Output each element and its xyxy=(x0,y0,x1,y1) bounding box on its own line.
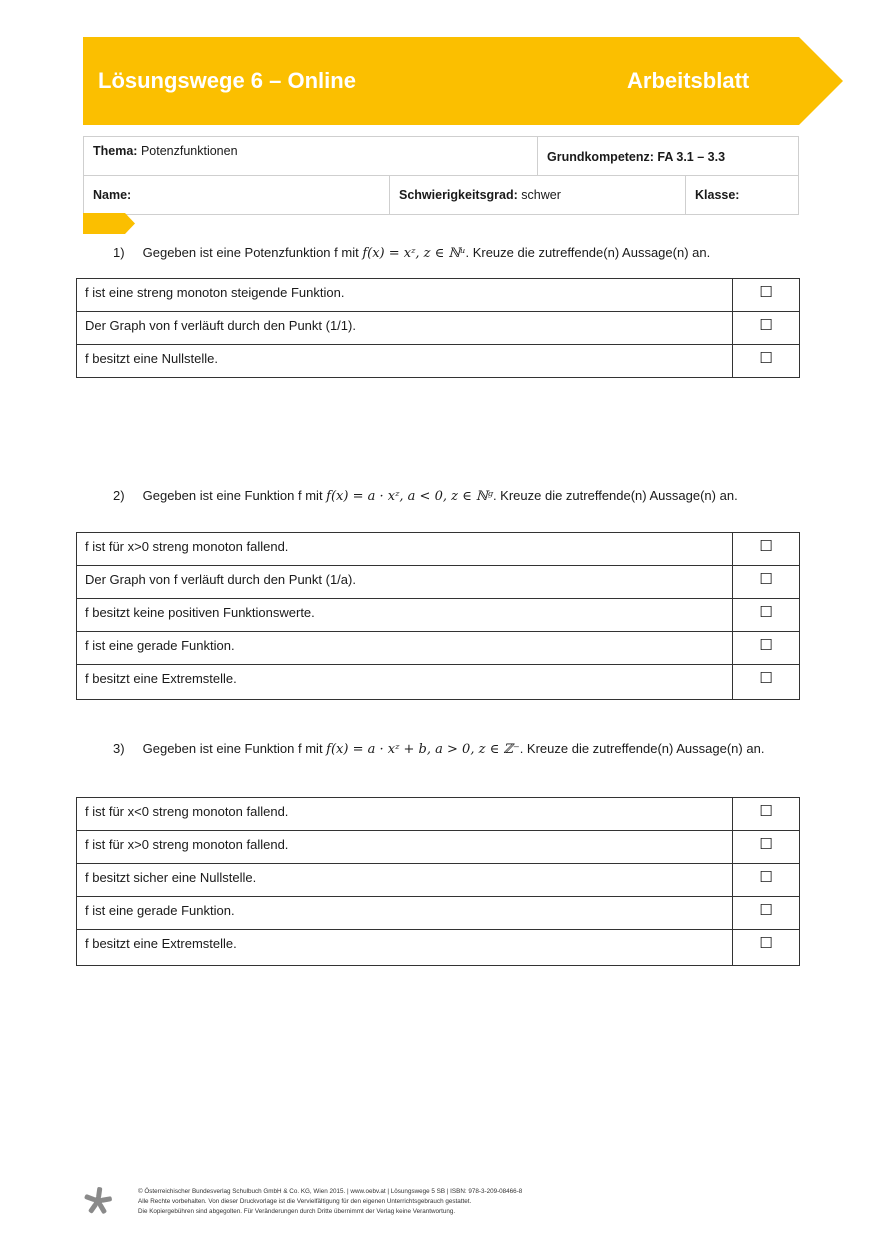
header-banner xyxy=(83,37,843,125)
answer-text: f besitzt eine Extremstelle. xyxy=(77,930,733,966)
answer-text: f ist eine gerade Funktion. xyxy=(77,632,733,665)
answer-checkbox[interactable]: ☐ xyxy=(733,665,800,700)
answer-table-1 xyxy=(76,278,800,378)
answer-table-3 xyxy=(76,797,800,966)
question-text: Gegeben ist eine Potenzfunktion f mit xyxy=(142,245,363,260)
name-label: Name: xyxy=(93,188,132,202)
answer-text: f ist für x>0 streng monoton fallend. xyxy=(77,533,733,566)
question-text: Gegeben ist eine Funktion f mit xyxy=(142,488,327,503)
footer-line: © Österreichischer Bundesverlag Schulbuch GmbH & Co. KG, Wien 2015. | www.oebv.at | Lösungswege 5 SB | ISBN: 978-3-209-08466-8 xyxy=(138,1188,523,1195)
answer-checkbox[interactable]: ☐ xyxy=(733,831,800,864)
answer-text: f besitzt keine positiven Funktionswerte. xyxy=(77,599,733,632)
question-2 xyxy=(113,488,738,504)
kompetenz-cell xyxy=(537,137,798,176)
answer-text: f ist eine gerade Funktion. xyxy=(77,897,733,930)
answer-row xyxy=(77,864,800,897)
schwierigkeit-cell xyxy=(390,176,686,215)
answer-text: f ist eine streng monoton steigende Funktion. xyxy=(77,279,733,312)
thema-cell xyxy=(84,137,538,176)
thema-label: Thema: xyxy=(93,144,138,158)
answer-text: f ist für x>0 streng monoton fallend. xyxy=(77,831,733,864)
section-tab-arrow xyxy=(83,213,135,234)
page-title: Lösungswege 6 – Online xyxy=(98,68,356,93)
answer-text: Der Graph von f verläuft durch den Punkt (1/1). xyxy=(77,312,733,345)
answer-checkbox[interactable]: ☐ xyxy=(733,897,800,930)
answer-checkbox[interactable]: ☐ xyxy=(733,930,800,966)
schwierigkeit-label: Schwierigkeitsgrad: xyxy=(399,188,518,202)
question-formula: f(x) = a · xᶻ + b, a > 0, z ∈ ℤ⁻ xyxy=(326,742,520,757)
answer-text: f besitzt sicher eine Nullstelle. xyxy=(77,864,733,897)
answer-checkbox[interactable]: ☐ xyxy=(733,798,800,831)
question-instruction: . Kreuze die zutreffende(n) Aussage(n) an. xyxy=(465,245,711,260)
question-text: Gegeben ist eine Funktion f mit xyxy=(142,741,327,756)
answer-row xyxy=(77,632,800,665)
thema-value: Potenzfunktionen xyxy=(140,144,238,158)
answer-checkbox[interactable]: ☐ xyxy=(733,864,800,897)
question-formula: f(x) = a · xᶻ, a < 0, z ∈ ℕᵍ xyxy=(326,489,493,504)
footer-copyright xyxy=(138,1187,522,1217)
answer-text: Der Graph von f verläuft durch den Punkt (1/a). xyxy=(77,566,733,599)
answer-row xyxy=(77,897,800,930)
schwierigkeit-value: schwer xyxy=(521,188,561,202)
question-number: 2) xyxy=(113,488,125,503)
klasse-cell xyxy=(686,176,799,215)
question-instruction: . Kreuze die zutreffende(n) Aussage(n) an. xyxy=(519,741,765,756)
answer-row xyxy=(77,533,800,566)
kompetenz-label: Grundkompetenz: FA 3.1 – 3.3 xyxy=(546,150,726,164)
question-1 xyxy=(113,245,710,261)
info-table xyxy=(83,136,799,215)
question-formula: f(x) = xᶻ, z ∈ ℕᵘ xyxy=(362,246,466,261)
answer-text: f ist für x<0 streng monoton fallend. xyxy=(77,798,733,831)
answer-checkbox[interactable]: ☐ xyxy=(733,632,800,665)
answer-row xyxy=(77,665,800,700)
question-number: 3) xyxy=(113,741,125,756)
answer-table-2 xyxy=(76,532,800,700)
answer-checkbox[interactable]: ☐ xyxy=(733,533,800,566)
publisher-logo-icon xyxy=(83,1186,113,1216)
answer-text: f besitzt eine Nullstelle. xyxy=(77,345,733,378)
answer-checkbox[interactable]: ☐ xyxy=(733,345,800,378)
question-instruction: . Kreuze die zutreffende(n) Aussage(n) an. xyxy=(492,488,738,503)
answer-row xyxy=(77,831,800,864)
name-cell xyxy=(84,176,390,215)
answer-row xyxy=(77,599,800,632)
klasse-label: Klasse: xyxy=(695,188,740,202)
question-3 xyxy=(113,741,764,757)
answer-checkbox[interactable]: ☐ xyxy=(733,599,800,632)
footer-line: Die Kopiergebühren sind abgegolten. Für Veränderungen durch Dritte übernimmt der Verlag keine Verantwortung. xyxy=(138,1208,456,1215)
answer-row xyxy=(77,279,800,312)
answer-row xyxy=(77,345,800,378)
answer-row xyxy=(77,566,800,599)
answer-checkbox[interactable]: ☐ xyxy=(733,566,800,599)
footer-line: Alle Rechte vorbehalten. Von dieser Druckvorlage ist die Vervielfältigung für den eigenen Unterrichtsgebrauch gestattet. xyxy=(138,1198,472,1205)
answer-row xyxy=(77,798,800,831)
document-type: Arbeitsblatt xyxy=(627,68,750,93)
question-number: 1) xyxy=(113,245,125,260)
answer-row xyxy=(77,312,800,345)
answer-row xyxy=(77,930,800,966)
answer-checkbox[interactable]: ☐ xyxy=(733,312,800,345)
answer-text: f besitzt eine Extremstelle. xyxy=(77,665,733,700)
answer-checkbox[interactable]: ☐ xyxy=(733,279,800,312)
